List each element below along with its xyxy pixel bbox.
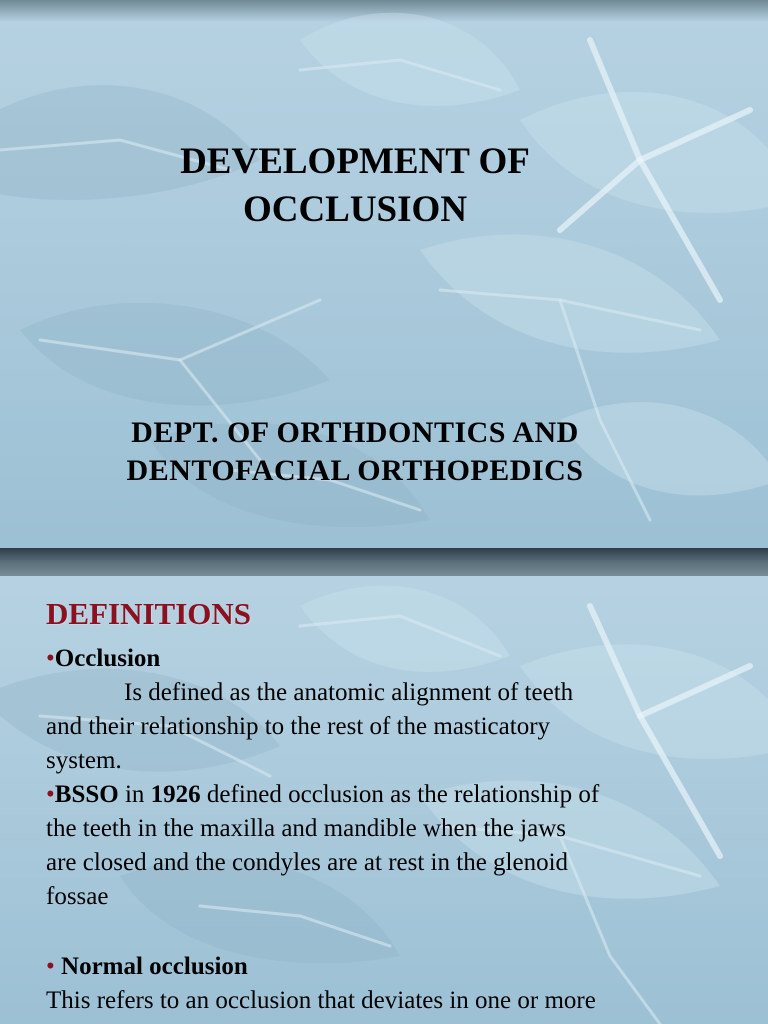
bsso-line-2: the teeth in the maxilla and mandible when the jaws [46,815,566,842]
slide-top-shade [0,0,768,22]
bullet-bsso: • [46,781,55,808]
bsso-year: 1926 [150,781,201,808]
slide-title [100,138,610,234]
subtitle-line-1: DEPT. OF ORTHDONTICS AND [131,416,579,449]
subtitle-line-2: DENTOFACIAL ORTHOPEDICS [126,454,584,487]
bullet-normal: • [46,953,55,980]
bsso-line-1 [46,778,726,812]
occlusion-term-line [46,642,726,676]
bullet-occlusion: • [46,645,55,672]
slide-separator [0,548,768,576]
definitions-body [46,642,726,1018]
occlusion-def-line-1: Is defined as the anatomic alignment of teeth [124,679,574,706]
slide-subtitle [60,414,650,490]
bsso-line-1-rest: defined occlusion as the relationship of [200,781,600,808]
paragraph-spacer [46,914,726,950]
title-line-2: OCCLUSION [242,189,468,230]
bsso-line-4: fossae [46,883,109,910]
bsso-term: BSSO [54,781,119,808]
definitions-heading: DEFINITIONS [46,596,251,631]
title-line-1: DEVELOPMENT OF [180,141,530,182]
normal-term-line [46,950,726,984]
normal-occlusion-term: Normal occlusion [54,953,248,980]
bsso-line-3: are closed and the condyles are at rest in the glenoid [46,849,569,876]
bsso-in: in [118,781,151,808]
occlusion-term: Occlusion [54,645,161,672]
normal-line-1: This refers to an occlusion that deviates in one or more [46,987,596,1014]
occlusion-def-line-2: and their relationship to the rest of the masticatory [46,713,551,740]
occlusion-def-line-3: system. [46,747,122,774]
